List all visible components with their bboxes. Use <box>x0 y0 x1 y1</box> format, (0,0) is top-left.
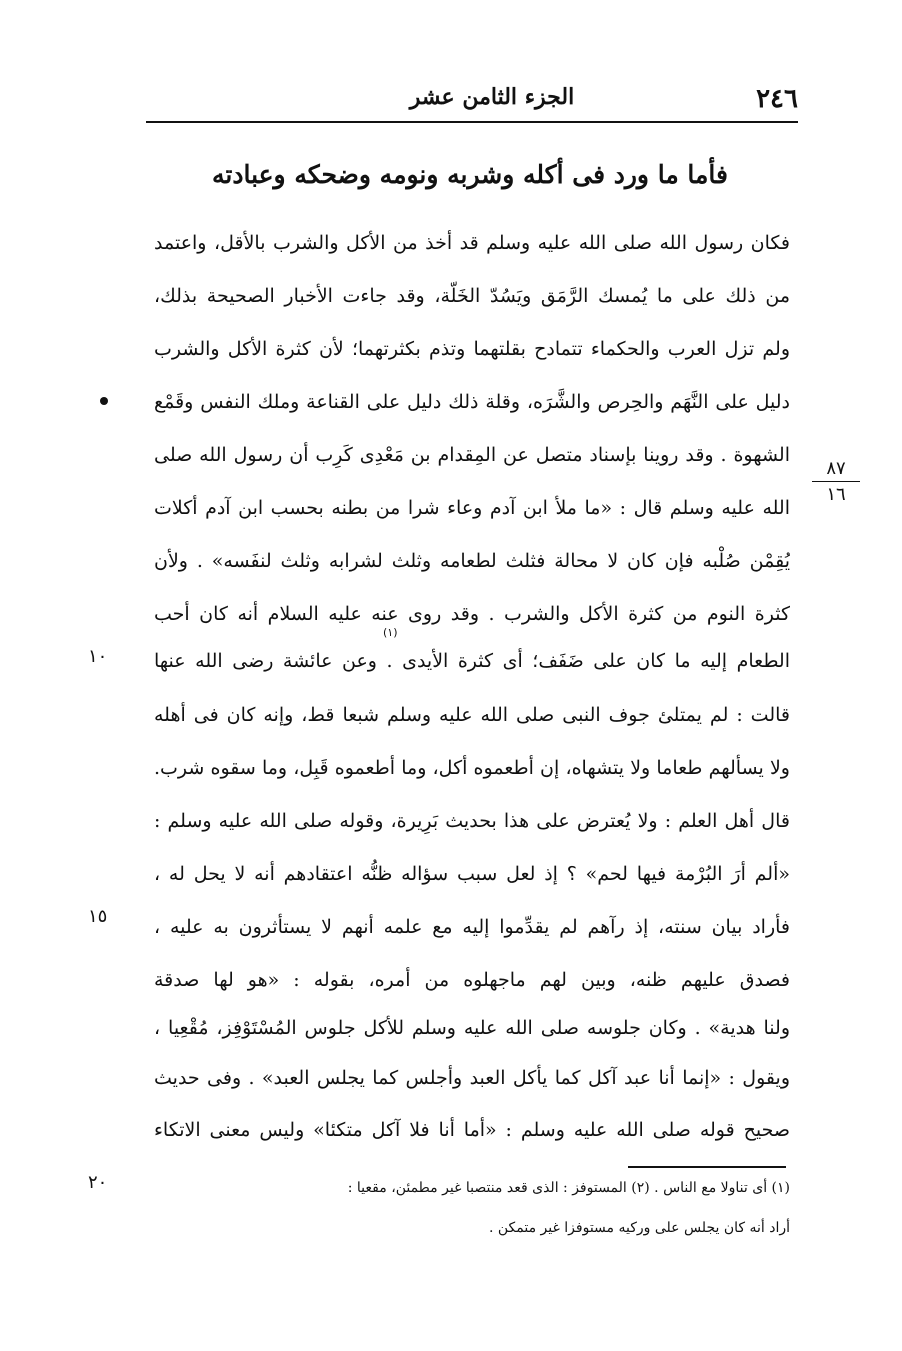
body-line: فأراد بيان سنته، إذ رآهم لم يقدِّموا إليه مع علمه أنهم لا يستأثرون به عليه ، <box>154 916 790 938</box>
margin-line-number: ١٠ <box>88 646 108 667</box>
body-line: قالت : لم يمتلئ جوف النبى صلى الله عليه وسلم شبعا قط، وإنه كان فى أهله <box>154 704 790 726</box>
body-line: من ذلك على ما يُمسك الرَّمَق ويَسُدّ الخَلّة، وقد جاءت الأخبار الصحيحة بذلك، <box>154 285 790 307</box>
folio-top: ٨٧ <box>812 458 860 482</box>
margin-line-number: ٢٠ <box>88 1172 108 1193</box>
body-line: فكان رسول الله صلى الله عليه وسلم قد أخذ من الأكل والشرب بالأقل، واعتمد <box>154 232 790 254</box>
body-line: دليل على النَّهَم والحِرص والشَّرَه، وقلة ذلك دليل على القناعة وملك النفس وقَمْع <box>154 391 790 413</box>
body-line: صحيح قوله صلى الله عليه وسلم : «أما أنا فلا آكل متكئا» وليس معنى الاتكاء <box>154 1119 790 1141</box>
body-line: ويقول : «إنما أنا عبد آكل كما يأكل العبد وأجلس كما يجلس العبد» . وفى حديث <box>154 1067 790 1089</box>
footnote-line: (١) أى تناولا مع الناس . (٢) المستوفز : الذى قعد منتصبا غير مطمئن، مقعيا : <box>347 1180 790 1196</box>
body-line: «ألم أرَ البُرْمة فيها لحم» ؟ إذ لعل سبب سؤاله ظنُّه اعتقادهم أنه لا يحل له ، <box>154 863 790 885</box>
running-title: الجزء الثامن عشر <box>409 84 575 110</box>
header-rule <box>146 121 798 123</box>
folio-bottom: ١٦ <box>826 484 846 505</box>
body-line: يُقِمْن صُلْبه فإن كان لا محالة فثلث لطعامه وثلث لشرابه وثلث لنفَسه» . ولأن <box>154 550 790 572</box>
body-line: كثرة النوم من كثرة الأكل والشرب . وقد روى عنه عليه السلام أنه كان أحب <box>154 603 790 625</box>
margin-bullet-icon <box>100 397 108 405</box>
body-line: الله عليه وسلم قال : «ما ملأ ابن آدم وعاء شرا من بطنه بحسب ابن آدم أكلات <box>154 497 790 519</box>
body-line: فصدق عليهم ظنه، وبين لهم ماجهلوه من أمره، بقوله : «هو لها صدقة <box>154 969 790 991</box>
body-line: ولنا هدية» . وكان جلوسه صلى الله عليه وسلم للأكل جلوس المُسْتَوْفِز، مُقْعِيا ، <box>154 1017 790 1039</box>
body-line: ولا يسألهم طعاما ولا يتشهاه، إن أطعموه أكل، وما أطعموه قَبِل، وما سقوه شرب. <box>154 757 790 779</box>
folio-reference <box>812 458 860 505</box>
body-line: الشهوة . وقد روينا بإسناد متصل عن المِقدام بن مَعْدِى كَرِب أن رسول الله صلى <box>154 444 790 466</box>
footnote-line: أراد أنه كان يجلس على وركيه مستوفزا غير متمكن . <box>489 1220 790 1236</box>
page-number: ٢٤٦ <box>756 84 798 114</box>
page-header <box>146 78 798 118</box>
footnote-rule <box>628 1166 786 1168</box>
section-title: فأما ما ورد فى أكله وشربه ونومه وضحكه وعبادته <box>211 160 728 189</box>
body-line: ولم تزل العرب والحكماء تتمادح بقلتهما وتذم بكثرتهما؛ لأن كثرة الأكل والشرب <box>154 338 790 360</box>
margin-line-number: ١٥ <box>88 906 108 927</box>
body-line: قال أهل العلم : ولا يُعترض على هذا بحديث بَرِيرة، وقوله صلى الله عليه وسلم : <box>154 810 790 832</box>
body-line: الطعام إليه ما كان على ضَفَف؛ أى كثرة الأيدى . وعن عائشة رضى الله عنها <box>154 650 790 672</box>
footnote-reference: (١) <box>383 626 398 639</box>
